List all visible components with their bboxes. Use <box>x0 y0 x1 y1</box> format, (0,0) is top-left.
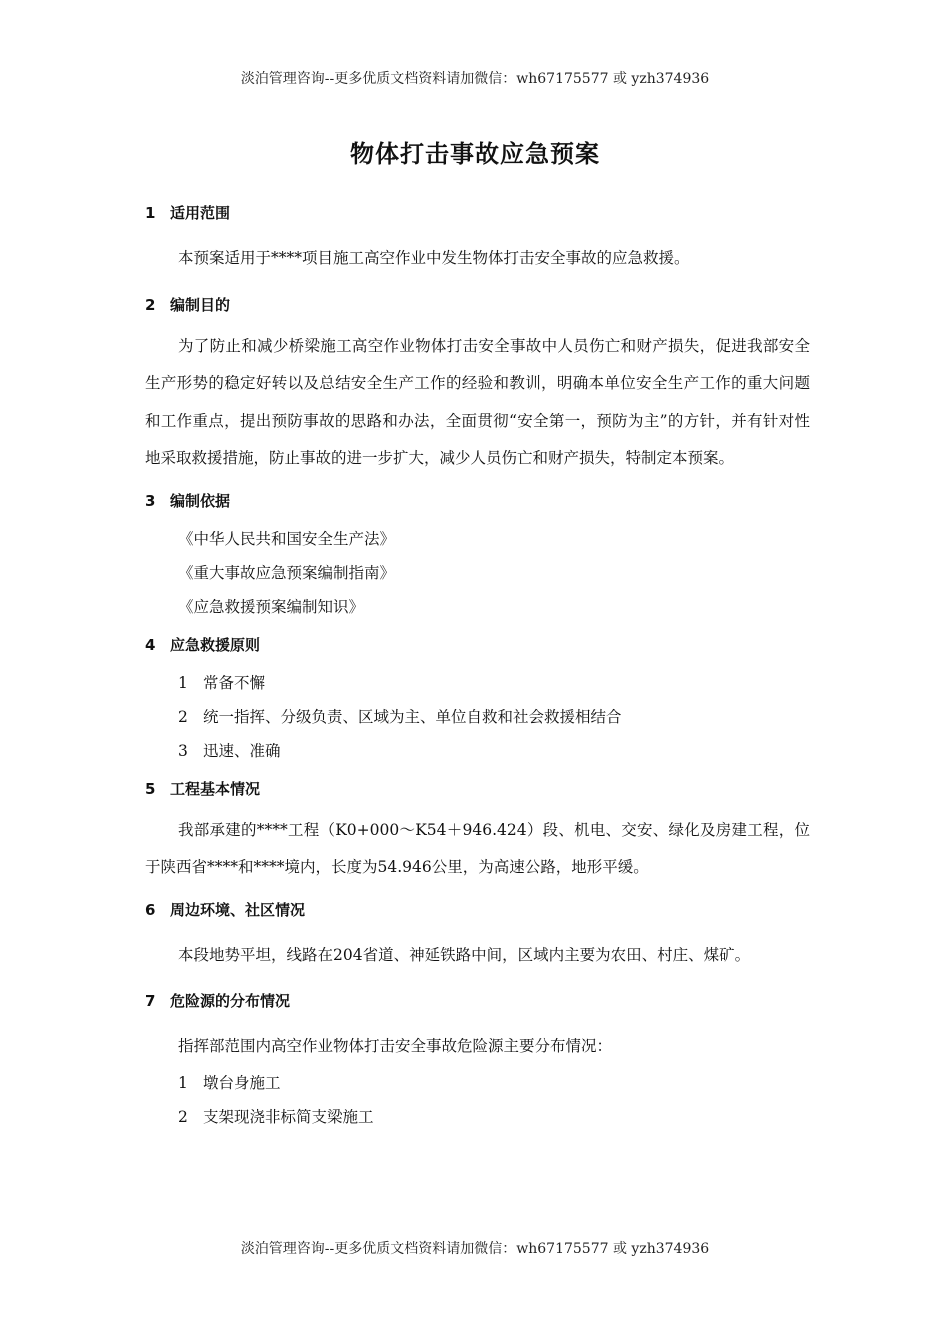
section-paragraph: 本预案适用于****项目施工高空作业中发生物体打击安全事故的应急救援。 <box>178 249 690 267</box>
item-text: 支架现浇非标简支梁施工 <box>203 1107 374 1126</box>
section-paragraph: 我部承建的****工程（K0+000～K54＋946.424）段、机电、交安、绿化及房建工程，位于陕西省****和****境内，长度为54.946公里，为高速公路，地形平缓。 <box>145 820 810 876</box>
section-heading-environment <box>145 895 810 925</box>
list-item: 《应急救援预案编制知识》 <box>178 597 365 616</box>
document-title: 物体打击事故应急预案 <box>350 140 600 168</box>
list-item <box>145 700 810 734</box>
document-body <box>145 198 810 1140</box>
principle-list <box>145 666 810 768</box>
item-number: 1 <box>178 673 188 692</box>
section-heading-basis <box>145 486 810 516</box>
section-title: 应急救援原则 <box>170 635 261 654</box>
section-number: 6 <box>145 900 156 919</box>
section-paragraph: 指挥部范围内高空作业物体打击安全事故危险源主要分布情况： <box>178 1037 613 1055</box>
section-number: 1 <box>145 204 156 222</box>
section-title: 适用范围 <box>170 204 231 222</box>
section-number: 3 <box>145 491 156 510</box>
section-title: 工程基本情况 <box>170 779 261 798</box>
item-text: 迅速、准确 <box>203 741 281 760</box>
section-heading-principles <box>145 630 810 660</box>
section-paragraph: 为了防止和减少桥梁施工高空作业物体打击安全事故中人员伤亡和财产损失，促进我部安全生产形势的稳定好转以及总结安全生产工作的经验和教训，明确本单位安全生产工作的重大问题和工作重点，提出预防事故的思路和办法，全面贯彻“安全第一，预防为主”的方针，并有针对性地采取救援措施，防止事故的进一步扩大，减少人员伤亡和财产损失，特制定本预案。 <box>145 336 810 467</box>
list-item: 《中华人民共和国安全生产法》 <box>178 529 396 548</box>
section-number: 2 <box>145 295 156 314</box>
item-number: 2 <box>178 707 188 726</box>
section-heading-purpose <box>145 290 810 320</box>
item-number: 1 <box>178 1073 188 1092</box>
section-title: 编制依据 <box>170 491 231 510</box>
section-number: 5 <box>145 779 156 798</box>
section-title: 危险源的分布情况 <box>170 992 291 1010</box>
item-text: 墩台身施工 <box>203 1073 281 1092</box>
hazard-list <box>145 1066 810 1134</box>
list-item: 《重大事故应急预案编制指南》 <box>178 563 396 582</box>
section-number: 4 <box>145 635 156 654</box>
section-title: 周边环境、社区情况 <box>170 900 306 919</box>
section-heading-project <box>145 774 810 804</box>
page-footer: 淡泊管理咨询--更多优质文档资料请加微信：wh67175577 或 yzh374936 <box>240 1241 710 1257</box>
section-number: 7 <box>145 992 156 1010</box>
section-paragraph: 本段地势平坦，线路在204省道、神延铁路中间，区域内主要为农田、村庄、煤矿。 <box>178 945 751 964</box>
list-item <box>145 1100 810 1134</box>
section-heading-scope <box>145 198 810 228</box>
list-item <box>145 1066 810 1100</box>
section-heading-hazards <box>145 986 810 1016</box>
page-header: 淡泊管理咨询--更多优质文档资料请加微信：wh67175577 或 yzh374936 <box>240 71 710 87</box>
list-item <box>145 666 810 700</box>
item-text: 统一指挥、分级负责、区域为主、单位自救和社会救援相结合 <box>203 707 622 726</box>
list-item <box>145 734 810 768</box>
item-number: 2 <box>178 1107 188 1126</box>
item-text: 常备不懈 <box>203 673 266 692</box>
item-number: 3 <box>178 741 188 760</box>
section-title: 编制目的 <box>170 295 231 314</box>
reference-list <box>145 522 810 624</box>
